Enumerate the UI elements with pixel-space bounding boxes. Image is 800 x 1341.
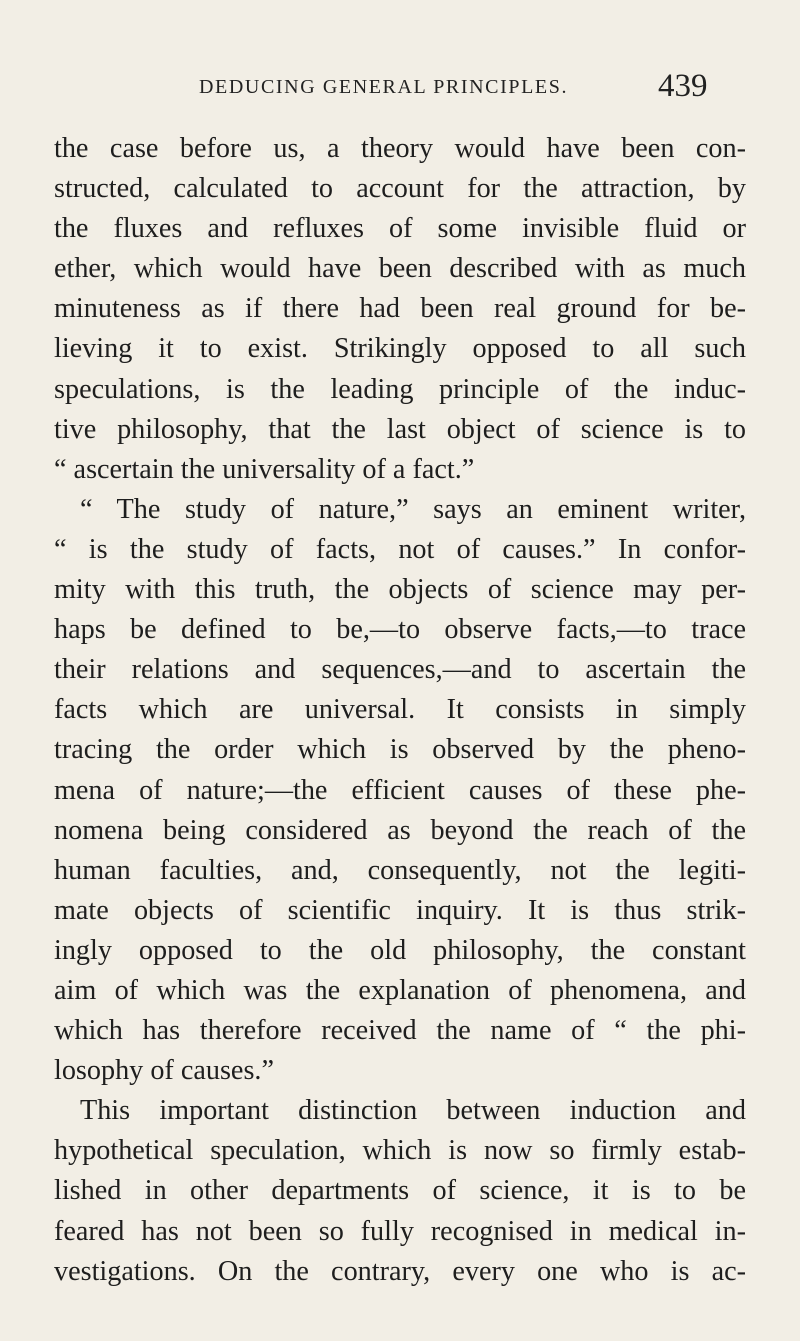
text-line: “ is the study of facts, not of causes.” In confor- xyxy=(54,533,746,565)
text-line: nomena being considered as beyond the reach of the xyxy=(54,814,746,846)
text-line: haps be defined to be,—to observe facts,—to trace xyxy=(54,614,746,646)
page-number: 439 xyxy=(658,68,708,104)
text-line: This important distinction between induction and xyxy=(80,1095,746,1127)
text-line: tive philosophy, that the last object of science is to xyxy=(54,413,746,445)
text-line: the fluxes and refluxes of some invisible fluid or xyxy=(54,213,746,245)
text-line: facts which are universal. It consists in simply xyxy=(54,694,746,726)
text-line: which has therefore received the name of “ the phi- xyxy=(54,1015,746,1047)
text-line: hypothetical speculation, which is now so firmly estab- xyxy=(54,1135,746,1167)
text-line: lieving it to exist. Strikingly opposed to all such xyxy=(54,333,746,365)
text-line: their relations and sequences,—and to ascertain the xyxy=(54,654,746,686)
text-line: “ The study of nature,” says an eminent writer, xyxy=(80,493,746,525)
text-line: mity with this truth, the objects of science may per- xyxy=(54,574,746,606)
text-line: aim of which was the explanation of phenomena, and xyxy=(54,974,746,1006)
text-line: the case before us, a theory would have been con- xyxy=(54,133,746,164)
text-line: losophy of causes.” xyxy=(54,1055,274,1087)
running-title: DEDUCING GENERAL PRINCIPLES. xyxy=(199,76,569,98)
text-line: ether, which would have been described with as much xyxy=(54,253,746,285)
page-header xyxy=(0,68,800,116)
text-line: lished in other departments of science, it is to be xyxy=(54,1175,746,1207)
text-line: ingly opposed to the old philosophy, the constant xyxy=(54,934,746,966)
body-text xyxy=(54,129,746,1292)
text-line: structed, calculated to account for the attraction, by xyxy=(54,173,746,205)
text-line: mate objects of scientific inquiry. It is thus strik- xyxy=(54,894,746,926)
text-line: tracing the order which is observed by the pheno- xyxy=(54,734,746,766)
text-line: speculations, is the leading principle of the induc- xyxy=(54,373,746,405)
text-line: minuteness as if there had been real ground for be- xyxy=(54,293,746,325)
text-line: mena of nature;—the efficient causes of these phe- xyxy=(54,774,746,806)
text-line: human faculties, and, consequently, not the legiti- xyxy=(54,854,746,886)
text-line: feared has not been so fully recognised in medical in- xyxy=(54,1215,746,1247)
text-line: “ ascertain the universality of a fact.” xyxy=(54,453,475,485)
text-line: vestigations. On the contrary, every one who is ac- xyxy=(54,1255,746,1287)
